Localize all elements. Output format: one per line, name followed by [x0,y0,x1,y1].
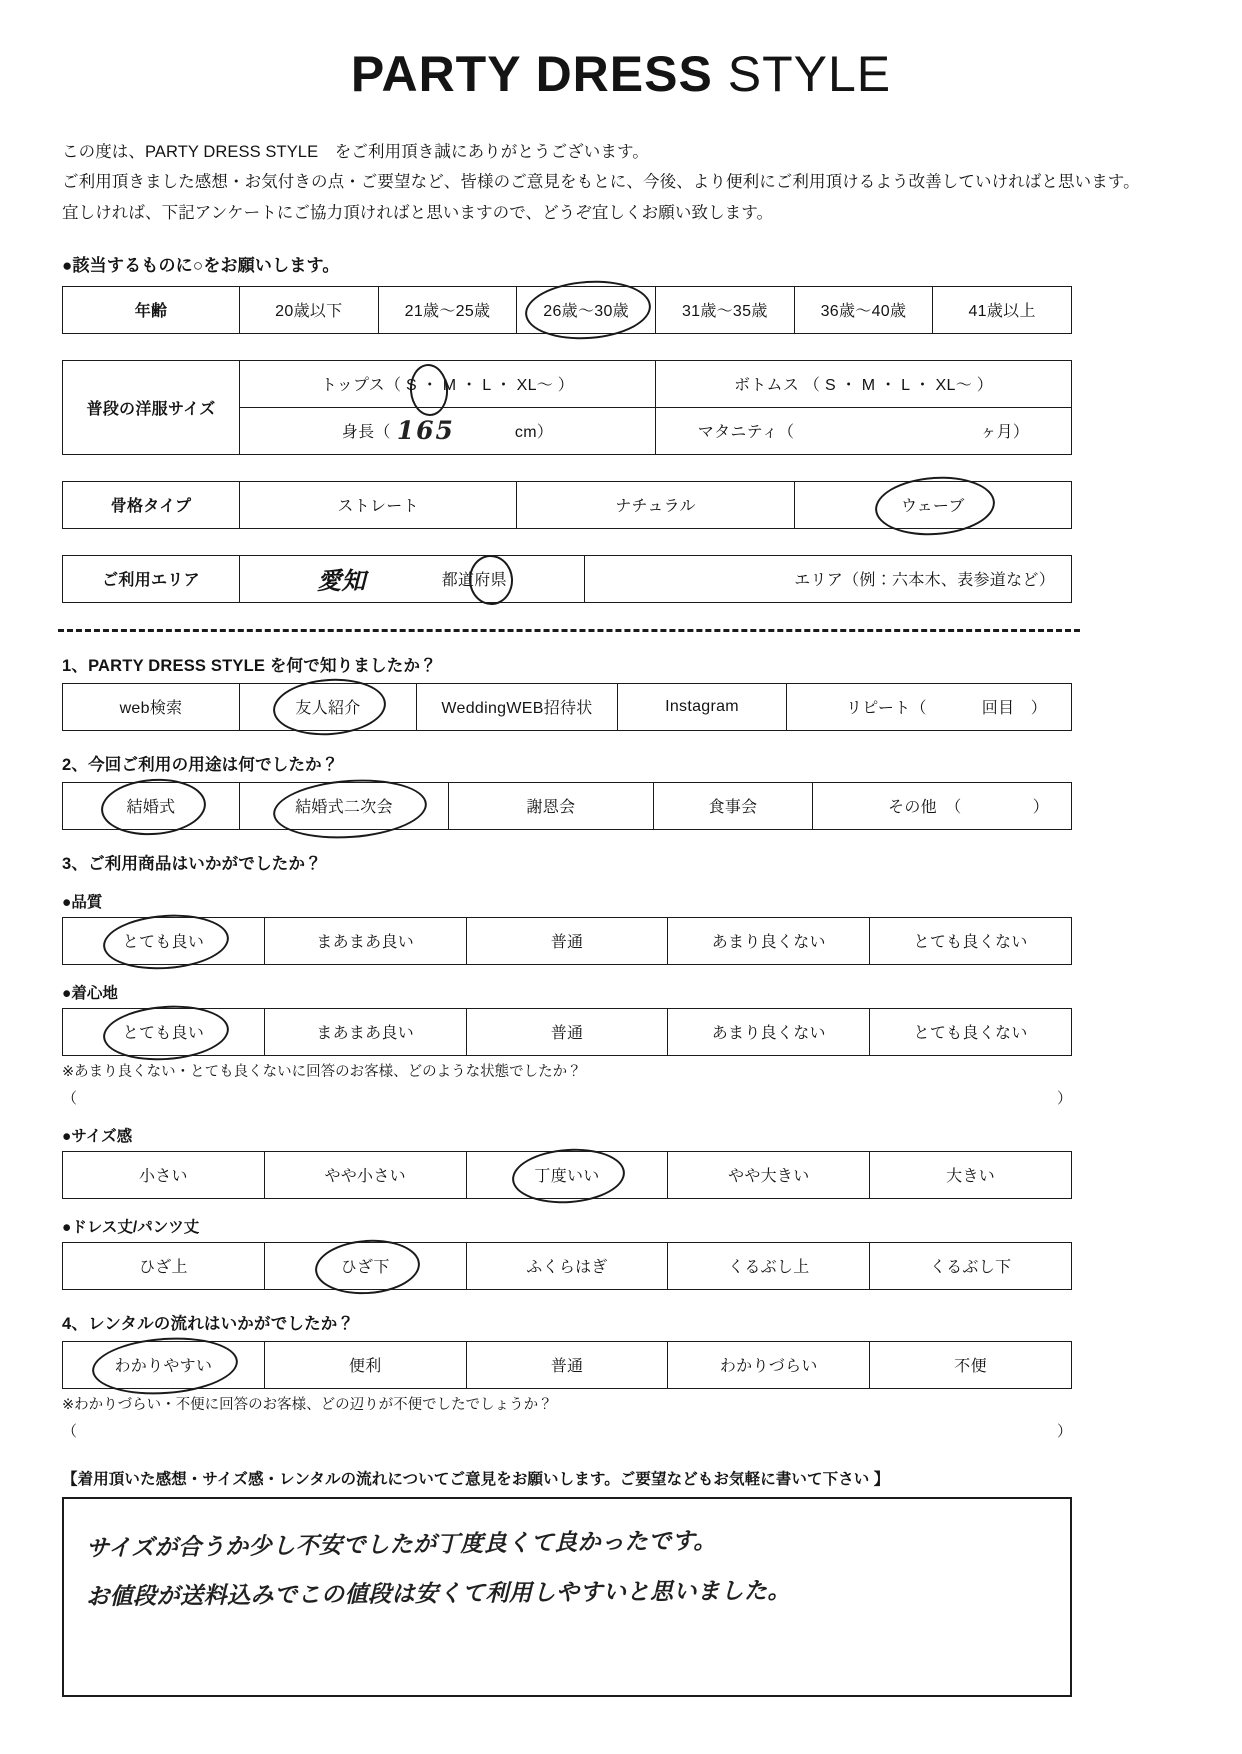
q4-table [62,1341,1072,1389]
table-row [63,917,1072,964]
maternity-cell[interactable] [656,407,1072,454]
q1-option-1[interactable] [240,683,417,730]
clothing-size-label: 普段の洋服サイズ [63,360,240,454]
prefecture-value: 愛知 [317,566,366,596]
table-row [63,782,1072,829]
fit-heading: ●サイズ感 [62,1127,133,1145]
fit-option-2[interactable] [466,1151,668,1198]
prefecture-row [244,561,580,596]
comfort-option-3[interactable] [668,1008,870,1055]
tops-size-text-wrapper [321,372,574,395]
age-option-5[interactable] [933,286,1072,333]
comfort-table [62,1008,1072,1056]
q4-option-label: わかりやすい [114,1358,213,1376]
selected-mark-wrapper [901,493,965,516]
height-value: 165 [396,416,455,446]
q2-option-0[interactable] [63,782,240,829]
selected-mark-wrapper [114,1353,212,1376]
intro-line-2: ご利用頂きました感想・お気付きの点・ご要望など、皆様のご意見をもとに、今後、より便利にご利用頂けるよう改善していければと思います。 [62,173,1140,192]
fit-option-0[interactable] [63,1151,265,1198]
quality-option-4[interactable] [870,917,1072,964]
table-row [63,1008,1072,1055]
length-option-label: くるぶし下 [929,1259,1012,1277]
q2-option-label: 謝恩会 [526,799,576,817]
table-row [63,1242,1072,1289]
question-4-title: 4、レンタルの流れはいかがでしたか？ [62,1314,355,1333]
comment-handwriting-line-1: サイズが合うか少し不安でしたが丁度良くて良かったです。 [85,1526,717,1562]
comfort-option-label: あまり良くない [711,1025,826,1043]
height-label: 身長（ [341,424,391,442]
comfort-heading: ●着心地 [62,984,118,1002]
length-option-label: ひざ上 [138,1259,188,1277]
paren-close: ） [1056,1089,1072,1107]
q2-other-cell[interactable] [813,782,1072,829]
body-type-table [62,481,1072,529]
fit-option-label: 大きい [946,1168,996,1186]
length-option-2[interactable] [466,1242,668,1289]
q2-table [62,782,1072,830]
q1-table [62,683,1072,731]
brand-name-light: STYLE [727,46,892,102]
table-row [63,555,1072,602]
age-option-0[interactable] [240,286,379,333]
age-option-label: 21歳～25歳 [404,303,491,321]
selected-mark-wrapper [295,794,393,817]
question-3-title: 3、ご利用商品はいかがでしたか？ [62,854,322,873]
length-option-3[interactable] [668,1242,870,1289]
tops-size-cell[interactable] [240,360,656,407]
q1-option-3[interactable] [618,683,787,730]
q2-option-2[interactable] [449,782,654,829]
q1-option-0[interactable] [63,683,240,730]
prefecture-cell[interactable] [240,555,585,602]
q4-option-label: わかりづらい [719,1358,818,1376]
comfort-option-4[interactable] [870,1008,1072,1055]
comment-handwriting-line-2: お値段が送料込みでこの値段は安くて利用しやすいと思いました。 [85,1577,792,1611]
q1-option-label: Instagram [665,697,739,715]
body-type-option-label: ナチュラル [615,498,696,516]
table-row [63,1341,1072,1388]
page-title [0,0,1242,101]
age-option-1[interactable] [378,286,517,333]
bottoms-size-cell[interactable] [656,360,1072,407]
q4-option-3[interactable] [668,1341,870,1388]
quality-option-label: あまり良くない [711,934,826,952]
clothing-size-table [62,360,1072,455]
comfort-free-text-line[interactable] [62,1087,1072,1108]
selected-mark-wrapper [123,1020,205,1043]
comment-section-heading: 【着用頂いた感想・サイズ感・レンタルの流れについてご意見をお願いします。ご要望などもお気軽に書いて下さい 】 [62,1470,890,1488]
area-label: ご利用エリア [63,555,240,602]
circle-instruction: ●該当するものに○をお願いします。 [62,255,340,275]
selected-mark-wrapper [295,695,360,718]
height-row [244,416,651,445]
q2-option-label: 結婚式二次会 [295,799,393,817]
brand-name-bold: PARTY DRESS [350,46,713,102]
q1-repeat-suffix: 回目 ） [981,700,1047,718]
paren-open: （ [62,1422,78,1440]
length-option-0[interactable] [63,1242,265,1289]
age-option-label: 26歳～30歳 [543,303,629,321]
quality-option-3[interactable] [668,917,870,964]
length-option-label: ひざ下 [340,1259,390,1277]
q4-option-label: 不便 [954,1358,987,1376]
intro-line-1: この度は、PARTY DRESS STYLE をご利用頂き誠にありがとうございます。 [62,142,649,161]
fit-option-label: 丁度いい [534,1168,600,1186]
age-option-label: 20歳以下 [275,303,343,321]
question-2-title: 2、今回ご利用の用途は何でしたか？ [62,755,339,774]
length-table [62,1242,1072,1290]
fit-option-1[interactable] [264,1151,466,1198]
length-heading: ●ドレス丈/パンツ丈 [62,1218,200,1236]
quality-option-label: とても良い [122,934,205,952]
q1-option-label: web検索 [119,700,183,718]
age-option-2[interactable] [517,286,656,333]
quality-option-1[interactable] [264,917,466,964]
prefecture-suffix-wrapper [442,567,507,590]
fit-option-label: やや小さい [324,1168,406,1186]
q4-option-2[interactable] [466,1341,668,1388]
area-hint-label: エリア（例：六本木、表参道など） [794,572,1055,590]
body-type-option-2[interactable] [794,481,1071,528]
age-option-3[interactable] [655,286,794,333]
age-label: 年齢 [63,286,240,333]
body-type-option-label: ウェーブ [900,498,965,516]
prefecture-suffix: 都道府県 [441,572,507,590]
quality-option-2[interactable] [466,917,668,964]
q4-option-1[interactable] [264,1341,466,1388]
body-type-option-0[interactable] [240,481,517,528]
quality-table [62,917,1072,965]
q4-free-text-line[interactable] [62,1420,1072,1441]
age-option-4[interactable] [794,286,933,333]
height-unit: cm） [514,424,554,442]
q4-option-label: 普通 [550,1358,584,1376]
q2-option-label: 食事会 [708,799,758,817]
q2-other-suffix: ） [1032,799,1049,817]
q2-option-1[interactable] [240,782,449,829]
intro-paragraph [62,137,1140,229]
age-option-label: 36歳～40歳 [820,303,907,321]
q4-option-4[interactable] [870,1341,1072,1388]
area-table [62,555,1072,603]
selected-mark-wrapper [543,298,629,321]
quality-option-label: まあまあ良い [316,934,415,952]
table-row [63,683,1072,730]
paren-close: ） [1056,1422,1072,1440]
selected-mark-wrapper [341,1254,390,1277]
body-type-option-label: ストレート [337,498,419,516]
q2-other-label: その他 （ [888,799,962,817]
selected-mark-wrapper [534,1163,599,1186]
comfort-note: ※あまり良くない・とても良くないに回答のお客様、どのような状態でしたか？ [62,1063,582,1080]
comfort-option-label: とても良い [122,1025,205,1043]
comfort-option-label: まあまあ良い [316,1025,415,1043]
comment-textarea[interactable] [62,1497,1072,1697]
age-option-label: 31歳～35歳 [681,303,768,321]
area-hint-cell[interactable] [585,555,1072,602]
q2-option-label: 結婚式 [126,799,176,817]
selected-mark-wrapper [127,794,176,817]
fit-table [62,1151,1072,1199]
q4-option-label: 便利 [348,1358,382,1376]
length-option-label: ふくらはぎ [526,1259,608,1277]
q4-option-0[interactable] [63,1341,265,1388]
age-table [62,286,1072,334]
maternity-label: マタニティ（ [697,424,795,442]
selected-mark-wrapper [123,929,205,952]
q1-option-label: WeddingWEB招待状 [441,700,593,718]
comfort-option-2[interactable] [466,1008,668,1055]
q1-repeat-label: リピート（ [845,700,927,718]
q1-option-label: 友人紹介 [295,700,361,718]
tops-size-label: トップス（ S ・ M ・ L ・ XL～ ） [320,377,575,395]
body-type-label: 骨格タイプ [63,481,240,528]
fit-option-label: やや大きい [728,1168,810,1186]
quality-heading: ●品質 [62,893,103,911]
intro-line-3: 宜しければ、下記アンケートにご協力頂ければと思いますので、どうぞ宜しくお願い致します。 [62,203,774,222]
length-option-1[interactable] [264,1242,466,1289]
table-row [63,1151,1072,1198]
comfort-option-label: 普通 [550,1025,584,1043]
quality-option-label: 普通 [550,934,584,952]
fit-option-3[interactable] [668,1151,870,1198]
bottoms-size-label: ボトムス （ S ・ M ・ L ・ XL～ ） [733,377,994,395]
comfort-option-0[interactable] [63,1008,265,1055]
comfort-option-label: とても良くない [913,1025,1028,1043]
table-row [63,360,1072,407]
comfort-option-1[interactable] [264,1008,466,1055]
q1-repeat-cell[interactable] [787,683,1072,730]
table-row [63,481,1072,528]
fit-option-label: 小さい [138,1168,188,1186]
q4-note: ※わかりづらい・不便に回答のお客様、どの辺りが不便でしたでしょうか？ [62,1396,553,1413]
height-cell[interactable] [240,407,656,454]
section-divider [58,629,1080,632]
body-type-option-1[interactable] [517,481,794,528]
quality-option-0[interactable] [63,917,265,964]
length-option-label: くるぶし上 [728,1259,810,1277]
age-option-label: 41歳以上 [968,303,1036,321]
fit-option-4[interactable] [870,1151,1072,1198]
maternity-unit: ヶ月） [980,424,1030,442]
quality-option-label: とても良くない [913,934,1028,952]
question-1-title: 1、PARTY DRESS STYLE を何で知りましたか？ [62,656,437,675]
q1-option-2[interactable] [417,683,618,730]
maternity-row [660,419,1067,442]
paren-open: （ [62,1089,78,1107]
q2-option-3[interactable] [654,782,813,829]
length-option-4[interactable] [870,1242,1072,1289]
table-row [63,286,1072,333]
